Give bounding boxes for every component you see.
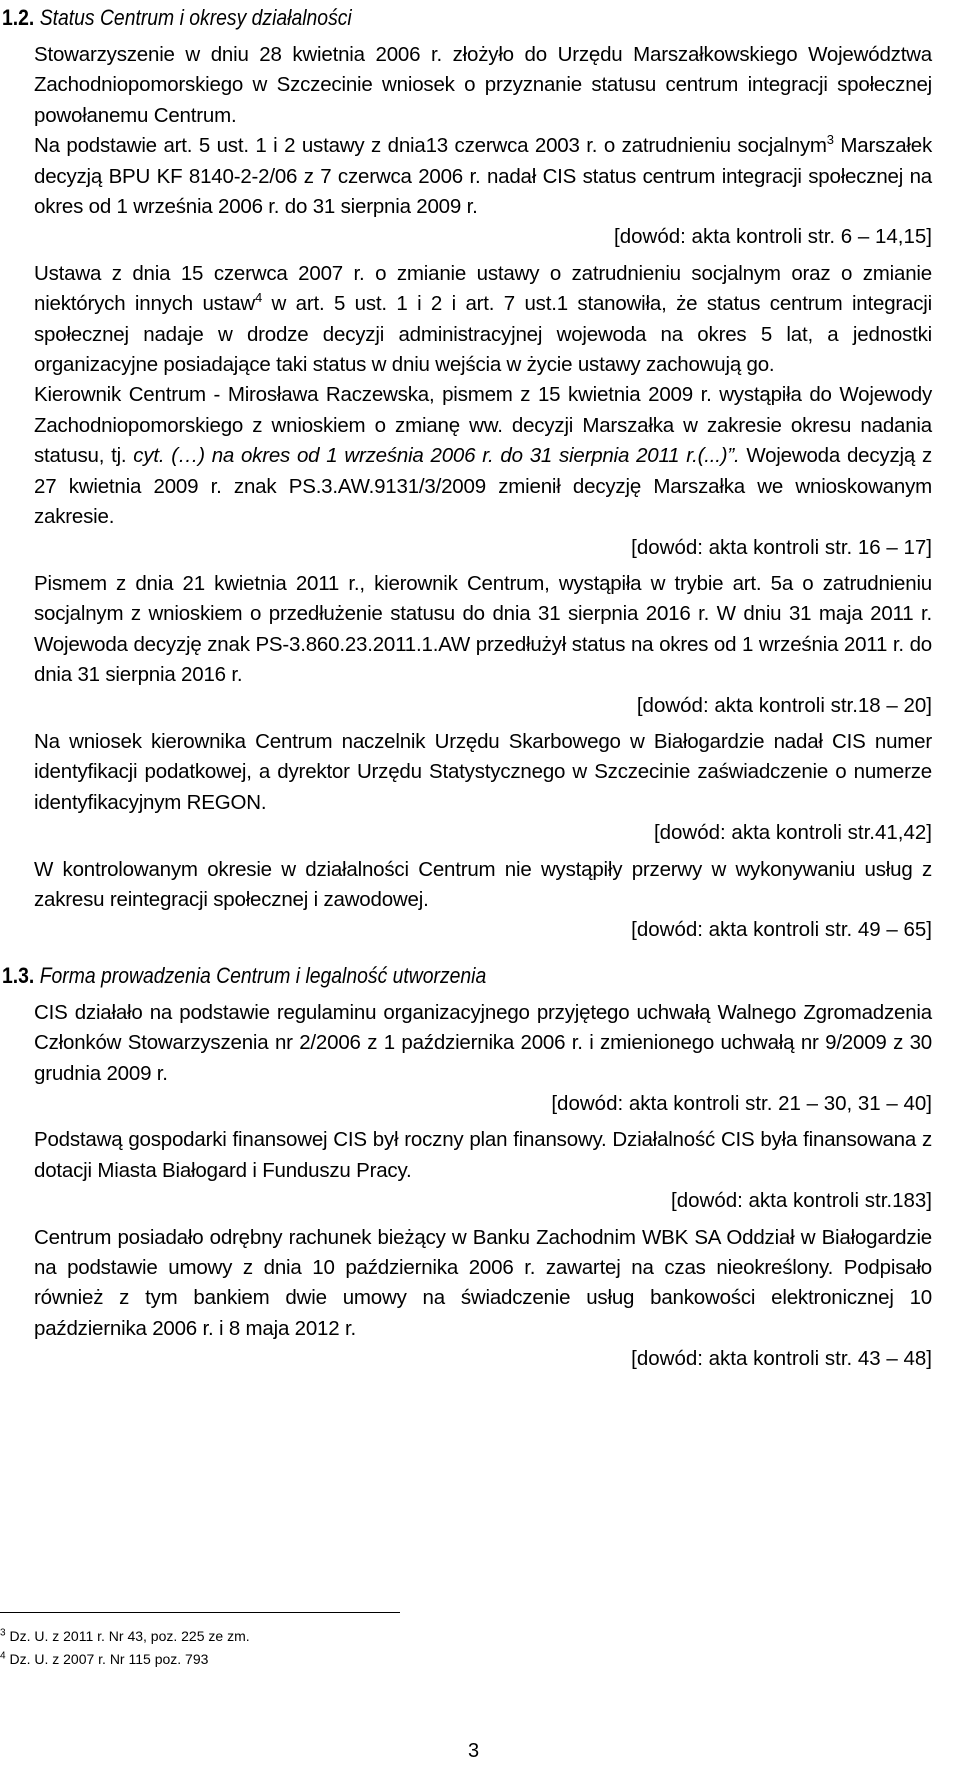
paragraph [34, 259, 932, 381]
paragraph [34, 998, 932, 1089]
evidence-reference: [dowód: akta kontroli str. 16 – 17] [631, 535, 932, 559]
footnote [0, 1648, 960, 1671]
paragraph-text: Podstawą gospodarki finansowej CIS był roczny plan finansowy. Działalność CIS była finansowana z dotacji Miasta Białogard i Funduszu Pracy. [34, 1128, 932, 1182]
paragraph-text: Pismem z dnia 21 kwietnia 2011 r., kierownik Centrum, wystąpiła w trybie art. 5a o zatrudnieniu socjalnym z wnioskiem o przedłużenie statusu do dnia 31 sierpnia 2016 r. W dniu 31 maja 2011 r. Wojewoda decyzję znak PS-3.860.23.2011.1.AW przedłużył status na okres od 1 września 2011 r. do dnia 31 sierpnia 2016 r. [34, 571, 932, 687]
paragraph-text: Stowarzyszenie w dniu 28 kwietnia 2006 r. złożyło do Urzędu Marszałkowskiego Województwa Zachodniopomorskiego w Szczecinie wniosek o przyznanie statusu centrum integracji społecznej powołanemu Centrum. [34, 43, 932, 127]
evidence-reference: [dowód: akta kontroli str.183] [671, 1189, 932, 1213]
paragraph-text: CIS działało na podstawie regulaminu organizacyjnego przyjętego uchwałą Walnego Zgromadzenia Członków Stowarzyszenia nr 2/2006 z 1 października 2006 r. i zmienionego uchwałą nr 9/2009 z 30 grudnia 2009 r. [34, 1000, 932, 1085]
footnote [0, 1625, 960, 1648]
paragraph-text-part: Na podstawie art. 5 ust. 1 i 2 ustawy z dnia13 czerwca 2003 r. o zatrudnieniu socjalnym [34, 134, 827, 158]
paragraph [34, 569, 932, 691]
evidence-reference: [dowód: akta kontroli str. 49 – 65] [631, 918, 932, 942]
section-heading-1-2 [2, 4, 820, 32]
paragraph [34, 727, 932, 818]
paragraph-text-part: Kierownik Centrum - Mirosława Raczewska, pismem z 15 kwietnia 2009 r. wystąpiła do Wojewody Zachodniopomorskiego z wnioskiem o zmianę ww. decyzji Marszałka w zakresie okresu nadania statusu, tj. [34, 383, 932, 468]
evidence-reference: [dowód: akta kontroli str. 43 – 48] [631, 1347, 932, 1371]
paragraph [34, 131, 932, 222]
paragraph [34, 855, 932, 916]
paragraph-text-part: Marszałek decyzją BPU KF 8140-2-2/06 z 7 czerwca 2006 r. nadał CIS status centrum integracji społecznej na okres od 1 września 2006 r. do 31 sierpnia 2009 r. [34, 134, 933, 219]
section-heading-1-3 [2, 962, 820, 990]
paragraph [34, 40, 932, 131]
paragraph [34, 1125, 932, 1186]
footnote-mark: 4 [0, 1650, 6, 1662]
paragraph-text-part: w art. 5 ust. 1 i 2 i art. 7 ust.1 stanowiła, że status centrum integracji społecznej nadaje w drodze decyzji administracyjnej wojewoda na okres 5 lat, a jednostki organizacyjne posiadające taki status w dniu wejścia w życie ustawy zachowują go. [34, 292, 932, 377]
footnote-text: Dz. U. z 2011 r. Nr 43, poz. 225 ze zm. [5, 1628, 250, 1644]
footnotes [0, 1612, 960, 1671]
section-title: Status Centrum i okresy działalności [39, 5, 352, 30]
paragraph-text: Centrum posiadało odrębny rachunek bieżący w Banku Zachodnim WBK SA Oddział w Białogardzie na podstawie umowy z dnia 10 października 2006 r. zawartej na czas nieokreślony. Podpisało również z tym bankiem dwie umowy na świadczenie usług bankowości elektronicznej 10 października 2006 r. i 8 maja 2012 r. [34, 1225, 932, 1340]
paragraph-text [34, 131, 932, 222]
evidence-reference: [dowód: akta kontroli str.41,42] [653, 821, 932, 845]
page-number: 3 [468, 1740, 480, 1762]
footnote-mark: 3 [0, 1627, 6, 1639]
footnote-reference[interactable]: 4 [255, 290, 263, 306]
evidence-reference: [dowód: akta kontroli str. 6 – 14,15] [614, 225, 932, 249]
paragraph-text: W kontrolowanym okresie w działalności Centrum nie wystąpiły przerwy w wykonywaniu usług z zakresu reintegracji społecznej i zawodowej. [34, 857, 932, 911]
section-number: 1.2. [2, 5, 35, 30]
paragraph-text: Na wniosek kierownika Centrum naczelnik Urzędu Skarbowego w Białogardzie nadał CIS numer identyfikacji podatkowej, a dyrektor Urzędu Statystycznego w Szczecinie zaświadczenie o numerze identyfikacyjnym REGON. [34, 729, 932, 814]
evidence-reference: [dowód: akta kontroli str. 21 – 30, 31 – 40] [551, 1092, 932, 1115]
quoted-text: cyt. (…) na okres od 1 września 2006 r. do 31 sierpnia 2011 r.(...)”. [133, 444, 740, 468]
section-number: 1.3. [2, 962, 35, 988]
paragraph [34, 380, 932, 532]
footnote-reference[interactable]: 3 [826, 132, 834, 148]
section-title: Forma prowadzenia Centrum i legalność utworzenia [39, 962, 487, 988]
paragraph-text [34, 259, 932, 381]
footnote-text: Dz. U. z 2007 r. Nr 115 poz. 793 [5, 1651, 209, 1667]
paragraph-text-part: Ustawa z dnia 15 czerwca 2007 r. o zmianie ustawy o zatrudnieniu socjalnym oraz o zmianie niektórych innych ustaw [34, 261, 932, 316]
paragraph-text-part: Wojewoda decyzją z 27 kwietnia 2009 r. znak PS.3.AW.9131/3/2009 zmienił decyzję Marszałka we wnioskowanym zakresie. [34, 444, 932, 529]
footnote-separator [0, 1612, 400, 1613]
paragraph-text [34, 380, 932, 532]
evidence-reference: [dowód: akta kontroli str.18 – 20] [636, 693, 932, 717]
paragraph [34, 1223, 932, 1345]
